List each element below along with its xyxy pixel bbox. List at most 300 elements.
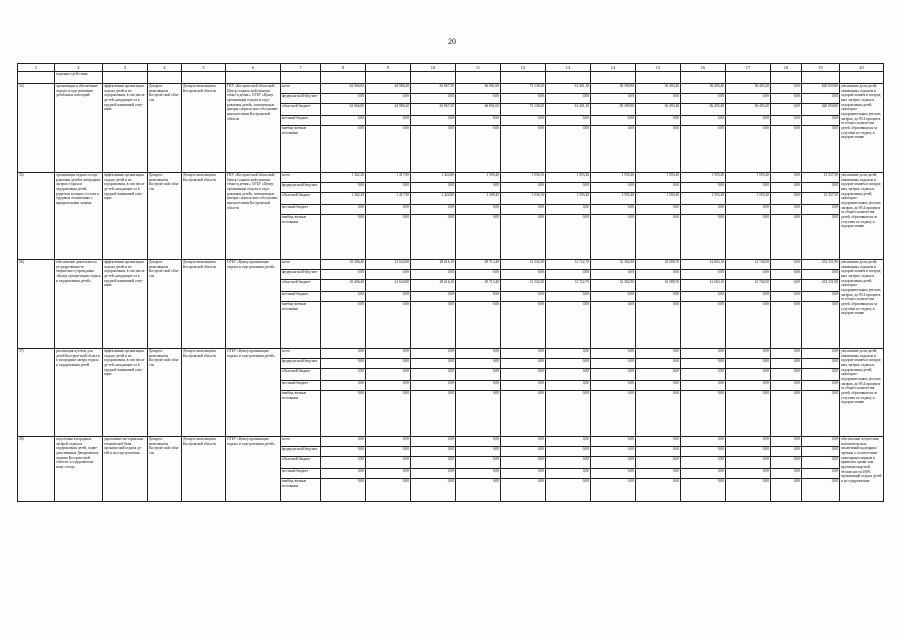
header-cell: 4	[148, 64, 182, 72]
amount-cell: 0,00	[366, 447, 411, 457]
carryover-blank	[681, 72, 726, 84]
amount-cell: 0,00	[802, 479, 840, 502]
amount-cell: 32 302,90	[591, 260, 636, 270]
amount-cell: 0,00	[366, 126, 411, 173]
amount-cell: 0,00	[771, 183, 802, 193]
funding-source: местный бюджет	[281, 381, 321, 391]
amount-cell: 0,00	[501, 270, 546, 280]
amount-cell: 0,00	[726, 381, 771, 391]
amount-cell: 0,00	[681, 205, 726, 215]
amount-cell: 0,00	[726, 215, 771, 260]
amount-cell: 0,00	[591, 457, 636, 469]
amount-cell: 0,00	[726, 447, 771, 457]
amount-cell: 0,00	[681, 94, 726, 104]
amount-cell: 0,00	[411, 437, 456, 447]
funding-source: всего	[281, 84, 321, 94]
amount-cell: 28 616,10	[411, 280, 456, 292]
amount-cell: 21 643,80	[366, 260, 411, 270]
amount-cell: 0,00	[802, 292, 840, 302]
amount-cell: 0,00	[321, 126, 366, 173]
amount-cell: 1 593,40	[681, 193, 726, 205]
amount-cell: 0,00	[456, 205, 501, 215]
amount-cell: 1 417,90	[366, 193, 411, 205]
recipient-text: ГКУ «Костром-ской областной Центр социаль-ной помощи семье и детям», ОГБУ «Центр организации отдыха и оздо-ровления детей», комплексные центры социаль-ного обслужива-ния населения Костромской области	[226, 84, 281, 173]
amount-cell: 0,00	[802, 215, 840, 260]
recipient-text: ОГБУ «Центр организации отдыха и оздо-ровления детей»	[226, 437, 281, 502]
amount-cell: 0,00	[321, 116, 366, 126]
amount-cell: 16 588,70	[636, 260, 681, 270]
amount-cell: 0,00	[771, 457, 802, 469]
amount-cell: 0,00	[546, 116, 591, 126]
header-cell: 14	[591, 64, 636, 72]
amount-cell: 12 663,10	[681, 260, 726, 270]
amount-cell: 0,00	[411, 479, 456, 502]
amount-cell: 0,00	[411, 369, 456, 381]
amount-cell: 0,00	[366, 349, 411, 359]
amount-cell: 0,00	[501, 215, 546, 260]
amount-cell: 0,00	[681, 292, 726, 302]
amount-cell: 0,00	[771, 193, 802, 205]
amount-cell: 0,00	[501, 205, 546, 215]
amount-cell: 56 493,40	[681, 104, 726, 116]
amount-cell: 0,00	[411, 391, 456, 437]
amount-cell: 0,00	[681, 437, 726, 447]
amount-cell: 0,00	[636, 381, 681, 391]
amount-cell: 0,00	[366, 381, 411, 391]
amount-cell: 0,00	[726, 391, 771, 437]
table-row	[18, 437, 884, 447]
amount-cell: 0,00	[636, 215, 681, 260]
funding-source: федераль-ный бюд-жет	[281, 94, 321, 104]
amount-cell: 62 986,20	[366, 84, 411, 94]
amount-cell: 61 401,10	[546, 104, 591, 116]
amount-cell: 1 536,10	[501, 193, 546, 205]
amount-cell: 56 493,40	[636, 84, 681, 94]
amount-cell: 0,00	[771, 292, 802, 302]
amount-cell: 31 334,30	[501, 260, 546, 270]
amount-cell: 0,00	[411, 94, 456, 104]
funding-source: областной бюджет	[281, 104, 321, 116]
amount-cell: 0,00	[366, 94, 411, 104]
amount-cell: 56 493,40	[636, 104, 681, 116]
amount-cell: 0,00	[636, 369, 681, 381]
amount-cell: 0,00	[771, 116, 802, 126]
amount-cell: 0,00	[771, 349, 802, 359]
amount-cell: 620 050,80	[802, 104, 840, 116]
amount-cell: 0,00	[546, 359, 591, 369]
funding-source: внебюд-жетные источники	[281, 302, 321, 349]
carryover-blank	[281, 72, 321, 84]
header-cell: 10	[411, 64, 456, 72]
task-text: организация отдыха и оздо-ровления детей в загородных лагерях отдыха и оздоровления детей, родители которых состоят в трудовых отношениях с юридическими лицами	[55, 173, 103, 260]
row-number: 34)	[18, 84, 55, 173]
amount-cell: 0,00	[681, 302, 726, 349]
header-cell: 8	[321, 64, 366, 72]
amount-cell: 35 206,40	[321, 280, 366, 292]
amount-cell: 0,00	[411, 270, 456, 280]
amount-cell: 0,00	[411, 205, 456, 215]
amount-cell: 0,00	[591, 116, 636, 126]
amount-cell: 0,00	[591, 391, 636, 437]
amount-cell: 1 593,40	[591, 193, 636, 205]
amount-cell: 0,00	[501, 349, 546, 359]
result-text: увеличение доли детей, охваченных отдыхом и оздоров-лением в загород-ных лагерях отдыха и оздоровления детей, санаторно-оздоровительных детских лагерях, до 85,4 процента от общего количества детей, обратившихся за услугами по отдыху и оздоров-лению	[840, 84, 884, 173]
indicator-text: эффективная организация отдыха детей и их оздоровления, в том числе де-тей, находящих-ся в трудной жизненной ситу-ации	[103, 84, 148, 173]
amount-cell: 12 663,10	[681, 280, 726, 292]
amount-cell: 0,00	[681, 391, 726, 437]
funding-source: местный бюджет	[281, 292, 321, 302]
amount-cell: 0,00	[726, 359, 771, 369]
amount-cell: 0,00	[591, 479, 636, 502]
amount-cell: 0,00	[771, 84, 802, 94]
carryover-blank	[456, 72, 501, 84]
amount-cell: 0,00	[546, 302, 591, 349]
amount-cell: 0,00	[501, 447, 546, 457]
amount-cell: 0,00	[771, 302, 802, 349]
amount-cell: 0,00	[681, 447, 726, 457]
amount-cell: 0,00	[726, 437, 771, 447]
header-cell: 15	[636, 64, 681, 72]
amount-cell: 0,00	[501, 369, 546, 381]
amount-cell: 0,00	[726, 469, 771, 479]
amount-cell: 1 593,40	[726, 173, 771, 183]
amount-cell: 1 362,30	[321, 193, 366, 205]
amount-cell: 0,00	[636, 126, 681, 173]
amount-cell: 0,00	[802, 457, 840, 469]
amount-cell: 1 593,40	[726, 193, 771, 205]
carryover-blank	[501, 72, 546, 84]
amount-cell: 0,00	[321, 215, 366, 260]
amount-cell: 0,00	[681, 469, 726, 479]
indicator-text: эффективная организация отдыха детей и их оздоровления, в том числе де-тей, находящих-ся в трудной жизненной ситу-ации	[103, 349, 148, 437]
result-text: увеличение доли детей, охваченных отдыхом и оздоров-лением в загород-ных лагерях отдыха и оздоровления детей, санаторно-оздоровительных детских лагерях, до 85,4 процента от общего количества детей, обратившихся за услугами по отдыху и оздоров-лению	[840, 260, 884, 349]
amount-cell: 0,00	[366, 270, 411, 280]
amount-cell: 0,00	[366, 302, 411, 349]
amount-cell: 0,00	[681, 479, 726, 502]
funding-source: областной бюджет	[281, 457, 321, 469]
amount-cell: 0,00	[366, 205, 411, 215]
amount-cell: 0,00	[546, 94, 591, 104]
amount-cell: 0,00	[456, 94, 501, 104]
amount-cell: 35 206,40	[321, 260, 366, 270]
amount-cell: 0,00	[636, 270, 681, 280]
amount-cell: 12 740,50	[726, 260, 771, 270]
amount-cell: 31 722,70	[546, 280, 591, 292]
amount-cell: 0,00	[681, 116, 726, 126]
amount-cell: 0,00	[726, 116, 771, 126]
result-text: увеличение доли детей, охваченных отдыхом и оздоров-лением в загород-ных лагерях отдыха и оздоровления детей, санаторно-оздоровительных детских лагерях, до 85,4 процента от общего количества детей, обратившихся за услугами по отдыху и оздоров-лению	[840, 173, 884, 260]
amount-cell: 0,00	[591, 437, 636, 447]
amount-cell: 0,00	[726, 479, 771, 502]
recipient-text: ОГБУ «Центр организации отдыха и оздо-ровления детей»	[226, 260, 281, 349]
amount-cell: 0,00	[456, 479, 501, 502]
amount-cell: 0,00	[771, 205, 802, 215]
amount-cell: 0,00	[771, 447, 802, 457]
task-text: реализация путевок для детей Костром-ской области в загородные лагеря отдыха и оздоровления детей	[55, 349, 103, 437]
amount-cell: 0,00	[501, 381, 546, 391]
amount-cell: 0,00	[501, 94, 546, 104]
amount-cell: 0,00	[591, 270, 636, 280]
amount-cell: 32 302,90	[591, 280, 636, 292]
amount-cell: 0,00	[546, 349, 591, 359]
carryover-blank	[591, 72, 636, 84]
header-cell: 18	[771, 64, 802, 72]
amount-cell: 0,00	[636, 205, 681, 215]
amount-cell: 0,00	[321, 205, 366, 215]
header-cell: 16	[681, 64, 726, 72]
amount-cell: 0,00	[681, 457, 726, 469]
funding-source: всего	[281, 260, 321, 270]
funding-source: федераль-ный бюд-жет	[281, 447, 321, 457]
amount-cell: 0,00	[771, 369, 802, 381]
amount-cell: 0,00	[411, 457, 456, 469]
executor-text: Департа-ментзащиты Костром-ской обла-сти	[148, 437, 182, 502]
amount-cell: 0,00	[546, 183, 591, 193]
funding-source: областной бюджет	[281, 280, 321, 292]
amount-cell: 0,00	[802, 391, 840, 437]
amount-cell: 0,00	[321, 381, 366, 391]
amount-cell: 1 417,90	[366, 173, 411, 183]
amount-cell: 0,00	[726, 302, 771, 349]
amount-cell: 62 986,20	[366, 104, 411, 116]
amount-cell: 0,00	[546, 381, 591, 391]
coexecutor-text: Департа-ментзащиты Костромской области	[182, 260, 226, 349]
amount-cell: 0,00	[501, 116, 546, 126]
amount-cell: 0,00	[366, 479, 411, 502]
task-text: обеспечение деятельности государственно-го бюджетного учреждения «Центр органи-зации отдыха и оздоровления детей»	[55, 260, 103, 349]
header-cell: 20	[840, 64, 884, 72]
carryover-row	[18, 72, 884, 84]
amount-cell: 61 401,10	[546, 84, 591, 94]
header-cell: 12	[501, 64, 546, 72]
amount-cell: 66 801,60	[456, 84, 501, 94]
amount-cell: 0,00	[501, 469, 546, 479]
amount-cell: 0,00	[546, 369, 591, 381]
coexecutor-text: Департа-ментзащиты Костромской области	[182, 349, 226, 437]
amount-cell: 0,00	[681, 359, 726, 369]
amount-cell: 0,00	[802, 447, 840, 457]
amount-cell: 0,00	[591, 381, 636, 391]
carryover-blank	[636, 72, 681, 84]
amount-cell: 0,00	[456, 215, 501, 260]
amount-cell: 0,00	[636, 183, 681, 193]
result-text: увеличение доли детей, охваченных отдыхом и оздоров-лением в загород-ных лагерях отдыха и оздоровления детей, санаторно-оздоровительных детских лагерях, до 85,4 процента от общего количества детей, обратившихся за услугами по отдыху и оздоров-лению	[840, 349, 884, 437]
amount-cell: 0,00	[411, 359, 456, 369]
amount-cell: 73 138,20	[501, 104, 546, 116]
amount-cell: 0,00	[546, 292, 591, 302]
amount-cell: 0,00	[456, 302, 501, 349]
amount-cell: 0,00	[456, 469, 501, 479]
amount-cell: 0,00	[456, 183, 501, 193]
amount-cell: 0,00	[726, 126, 771, 173]
amount-cell: 0,00	[771, 270, 802, 280]
amount-cell: 0,00	[321, 270, 366, 280]
funding-source: областной бюджет	[281, 369, 321, 381]
amount-cell: 0,00	[636, 391, 681, 437]
amount-cell: 0,00	[726, 183, 771, 193]
carryover-blank	[226, 72, 281, 84]
amount-cell: 28 616,10	[411, 260, 456, 270]
indicator-text: эффективная организация отдыха детей и их оздоровления, в том числе де-тей, находящих-ся в трудной жизненной ситу-ации	[103, 260, 148, 349]
amount-cell: 65 867,50	[411, 104, 456, 116]
amount-cell: 0,00	[321, 447, 366, 457]
amount-cell: 0,00	[771, 215, 802, 260]
header-cell: 11	[456, 64, 501, 72]
amount-cell: 0,00	[771, 437, 802, 447]
recipient-text: ГКУ «Костром-ской областной Центр социаль-ной помощи семье и детям», ОГБУ «Центр организации отдыха и оздо-ровления детей», комплексные центры социаль-ного обслужива-ния населения Костромской области	[226, 173, 281, 260]
amount-cell: 0,00	[321, 469, 366, 479]
amount-cell: 0,00	[546, 126, 591, 173]
funding-source: внебюд-жетные источники	[281, 126, 321, 173]
carryover-blank	[148, 72, 182, 84]
amount-cell: 0,00	[456, 270, 501, 280]
amount-cell: 15 237,50	[802, 193, 840, 205]
amount-cell: 0,00	[366, 292, 411, 302]
amount-cell: 0,00	[802, 205, 840, 215]
amount-cell: 0,00	[546, 205, 591, 215]
amount-cell: 58 309,90	[591, 104, 636, 116]
amount-cell: 0,00	[321, 292, 366, 302]
amount-cell: 0,00	[501, 457, 546, 469]
carryover-blank	[840, 72, 884, 84]
amount-cell: 0,00	[456, 359, 501, 369]
amount-cell: 1 536,10	[501, 173, 546, 183]
funding-source: федераль-ный бюд-жет	[281, 183, 321, 193]
amount-cell: 0,00	[366, 183, 411, 193]
funding-source: федераль-ный бюд-жет	[281, 359, 321, 369]
amount-cell: 0,00	[411, 126, 456, 173]
amount-cell: 0,00	[366, 391, 411, 437]
amount-cell: 29 713,40	[456, 280, 501, 292]
amount-cell: 12 740,50	[726, 280, 771, 292]
amount-cell: 0,00	[591, 205, 636, 215]
amount-cell: 31 722,70	[546, 260, 591, 270]
amount-cell: 0,00	[501, 391, 546, 437]
amount-cell: 0,00	[636, 292, 681, 302]
funding-source: внебюд-жетные источники	[281, 215, 321, 260]
amount-cell: 0,00	[636, 349, 681, 359]
amount-cell: 0,00	[681, 349, 726, 359]
amount-cell: 0,00	[456, 447, 501, 457]
amount-cell: 0,00	[501, 126, 546, 173]
amount-cell: 0,00	[456, 437, 501, 447]
amount-cell: 0,00	[501, 183, 546, 193]
indicator-text: укрепление ма-териально-технической базы организа-ций отдыха де-тей и их оздо-ровления	[103, 437, 148, 502]
amount-cell: 0,00	[321, 359, 366, 369]
amount-cell: 0,00	[411, 183, 456, 193]
amount-cell: 0,00	[636, 469, 681, 479]
amount-cell: 1 509,40	[456, 173, 501, 183]
amount-cell: 0,00	[681, 126, 726, 173]
row-number: 38)	[18, 437, 55, 502]
amount-cell: 0,00	[636, 457, 681, 469]
amount-cell: 0,00	[771, 126, 802, 173]
amount-cell: 29 713,40	[456, 260, 501, 270]
amount-cell: 1 593,40	[591, 173, 636, 183]
amount-cell: 620 050,80	[802, 84, 840, 94]
amount-cell: 0,00	[366, 437, 411, 447]
amount-cell: 252 531,90	[802, 280, 840, 292]
amount-cell: 0,00	[456, 381, 501, 391]
amount-cell: 1 424,80	[411, 173, 456, 183]
amount-cell: 0,00	[771, 104, 802, 116]
amount-cell: 0,00	[546, 447, 591, 457]
amount-cell: 15 237,50	[802, 173, 840, 183]
amount-cell: 0,00	[802, 369, 840, 381]
amount-cell: 0,00	[726, 349, 771, 359]
table-row	[18, 260, 884, 270]
amount-cell: 0,00	[321, 94, 366, 104]
amount-cell: 16 588,70	[636, 280, 681, 292]
program-table	[17, 63, 884, 502]
funding-source: областной бюджет	[281, 193, 321, 205]
amount-cell: 0,00	[411, 215, 456, 260]
header-cell: 13	[546, 64, 591, 72]
amount-cell: 62 066,00	[321, 104, 366, 116]
row-number: 35)	[18, 173, 55, 260]
amount-cell: 73 138,20	[501, 84, 546, 94]
indicator-text: эффективная организация отдыха детей и их оздоровления, в том числе де-тей, находящих-ся в трудной жизненной ситу-ации	[103, 173, 148, 260]
amount-cell: 0,00	[636, 94, 681, 104]
amount-cell: 1 593,40	[546, 193, 591, 205]
amount-cell: 0,00	[501, 292, 546, 302]
carryover-blank	[103, 72, 148, 84]
amount-cell: 0,00	[726, 457, 771, 469]
funding-source: местный бюджет	[281, 469, 321, 479]
task-text: подготовка загородных лагерей отдыха и оздоровления детей, подве-домственных Департаменту защиты Костром-ской области, к оздоровитель-ному сезону	[55, 437, 103, 502]
carryover-blank	[546, 72, 591, 84]
carryover-blank	[18, 72, 55, 84]
coexecutor-text: Департа-ментзащиты Костромской области	[182, 173, 226, 260]
amount-cell: 0,00	[366, 116, 411, 126]
amount-cell: 0,00	[681, 369, 726, 381]
amount-cell: 0,00	[366, 369, 411, 381]
funding-source: местный бюджет	[281, 205, 321, 215]
amount-cell: 0,00	[771, 359, 802, 369]
amount-cell: 0,00	[456, 349, 501, 359]
amount-cell: 0,00	[802, 349, 840, 359]
header-cell: 3	[103, 64, 148, 72]
header-cell: 6	[226, 64, 281, 72]
amount-cell: 0,00	[501, 437, 546, 447]
amount-cell: 0,00	[456, 126, 501, 173]
amount-cell: 0,00	[501, 359, 546, 369]
amount-cell: 0,00	[802, 437, 840, 447]
amount-cell: 65 867,50	[411, 84, 456, 94]
amount-cell: 0,00	[321, 391, 366, 437]
header-cell: 7	[281, 64, 321, 72]
funding-source: всего	[281, 349, 321, 359]
amount-cell: 0,00	[456, 457, 501, 469]
amount-cell: 0,00	[726, 292, 771, 302]
amount-cell: 0,00	[591, 369, 636, 381]
amount-cell: 0,00	[366, 359, 411, 369]
header-cell: 17	[726, 64, 771, 72]
amount-cell: 0,00	[802, 183, 840, 193]
amount-cell: 0,00	[366, 215, 411, 260]
amount-cell: 0,00	[546, 215, 591, 260]
recipient-text: ОГБУ «Центр организации отдыха и оздо-ровления детей»	[226, 349, 281, 437]
amount-cell: 0,00	[366, 469, 411, 479]
amount-cell: 0,00	[591, 447, 636, 457]
amount-cell: 0,00	[771, 381, 802, 391]
amount-cell: 0,00	[802, 359, 840, 369]
amount-cell: 0,00	[591, 215, 636, 260]
table-body	[18, 64, 884, 502]
amount-cell: 1 593,40	[546, 173, 591, 183]
header-cell: 5	[182, 64, 226, 72]
amount-cell: 0,00	[636, 447, 681, 457]
